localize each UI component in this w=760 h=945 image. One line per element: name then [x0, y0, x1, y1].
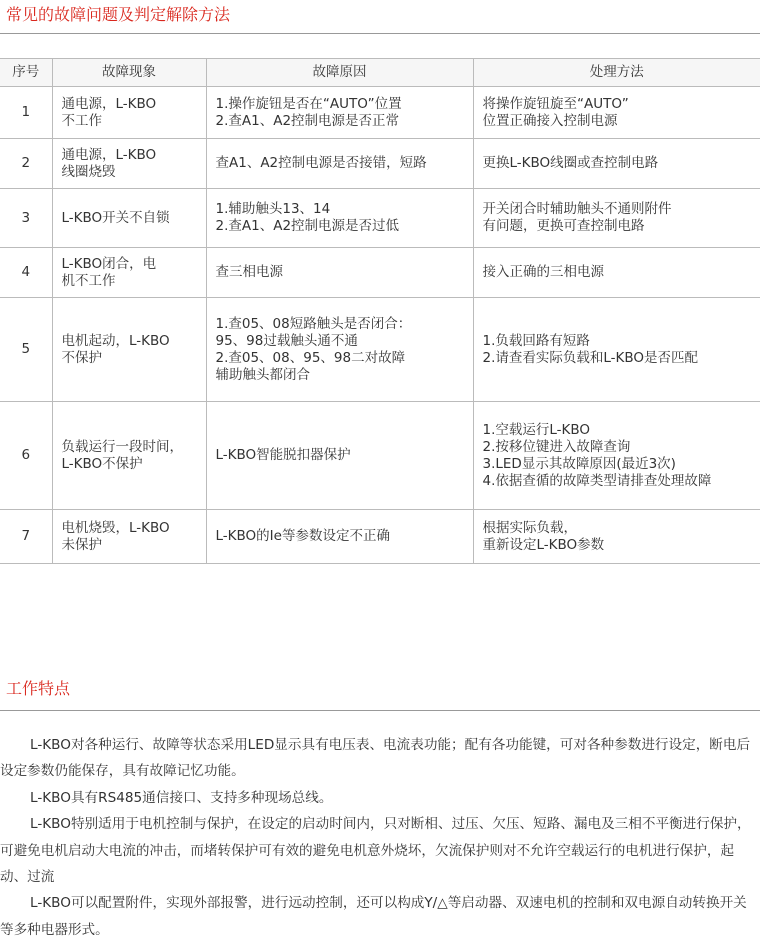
row-number: 1 [0, 87, 52, 139]
symptom-line: 通电源，L-KBO [61, 146, 157, 163]
solution-cell [473, 189, 760, 248]
solution-cell [473, 510, 760, 564]
symptom-line: 负载运行一段时间， [61, 438, 183, 455]
symptom-cell [52, 402, 206, 510]
feature-paragraph-3: L-KBO特别适用于电机控制与保护，在设定的启动时间内，只对断相、过压、欠压、短路、漏电及三相不平衡进行保护，可避免电机启动大电流的冲击，而堵转保护可有效的避免电机意外烧坏，欠流保护则对不允许空载运行的电机进行保护，起动、过流 [0, 816, 751, 886]
feature-paragraph-4: L-KBO可以配置附件，实现外部报警，进行远动控制，还可以构成Y/△等启动器、双速电机的控制和双电源自动转换开关等多种电器形式。 [0, 895, 747, 938]
fault-table-body [0, 87, 760, 564]
cause-cell [206, 402, 473, 510]
solution-line: 重新设定L-KBO参数 [482, 536, 605, 553]
symptom-line: 电机烧毁，L-KBO [61, 519, 170, 536]
solution-cell [473, 298, 760, 402]
solution-line: 将操作旋钮旋至“AUTO” [482, 95, 629, 112]
feature-paragraph-2: L-KBO具有RS485通信接口、支持多种现场总线。 [30, 789, 333, 806]
cause-line: 查三相电源 [215, 264, 283, 280]
fault-table-row [0, 139, 760, 189]
fault-table-row [0, 298, 760, 402]
feature-paragraph-1: L-KBO对各种运行、故障等状态采用LED显示具有电压表、电流表功能；配有各功能键，可对各种参数进行设定，断电后设定参数仍能保存，具有故障记忆功能。 [0, 737, 751, 780]
symptom-cell [52, 298, 206, 402]
fault-section-divider [0, 33, 760, 34]
cause-line: 2.查05、08、95、98二对故障 [215, 349, 406, 366]
cause-line: 查A1、A2控制电源是否接错，短路 [215, 155, 427, 171]
cause-cell [206, 298, 473, 402]
solution-line: 1.空载运行L-KBO [482, 421, 591, 438]
solution-cell [473, 402, 760, 510]
symptom-cell [52, 139, 206, 189]
header-solution: 处理方法 [473, 59, 760, 87]
fault-table-row [0, 510, 760, 564]
symptom-line: 机不工作 [61, 272, 116, 289]
solution-line: 有问题，更换可查控制电路 [482, 218, 645, 234]
fault-table-header-row [0, 59, 760, 87]
cause-cell [206, 510, 473, 564]
symptom-line: L-KBO不保护 [61, 455, 143, 472]
row-number: 3 [0, 189, 52, 248]
solution-line: 2.请查看实际负载和L-KBO是否匹配 [482, 349, 699, 366]
cause-line: 95、98过载触头通不通 [215, 332, 358, 349]
fault-table [0, 58, 760, 564]
header-cause: 故障原因 [206, 59, 473, 87]
cause-cell [206, 189, 473, 248]
symptom-cell [52, 189, 206, 248]
cause-line: 2.查A1、A2控制电源是否过低 [215, 218, 400, 234]
symptom-line: 通电源，L-KBO [61, 95, 157, 112]
symptom-line: 未保护 [61, 536, 102, 553]
cause-line: 1.辅助触头13、14 [215, 201, 331, 217]
header-symptom: 故障现象 [52, 59, 206, 87]
solution-cell [473, 87, 760, 139]
solution-cell [473, 248, 760, 298]
solution-line: 开关闭合时辅助触头不通则附件 [482, 201, 672, 217]
solution-line: 2.按移位键进入故障查询 [482, 438, 631, 455]
fault-table-row [0, 87, 760, 139]
solution-cell [473, 139, 760, 189]
row-number: 2 [0, 139, 52, 189]
features-section-divider [0, 710, 760, 711]
symptom-line: L-KBO闭合，电 [61, 255, 157, 272]
symptom-cell [52, 510, 206, 564]
cause-line: 1.操作旋钮是否在“AUTO”位置 [215, 95, 402, 112]
fault-section-title: 常见的故障问题及判定解除方法 [6, 5, 231, 24]
cause-cell [206, 248, 473, 298]
cause-line: 辅助触头都闭合 [215, 366, 310, 383]
solution-line: 1.负载回路有短路 [482, 332, 590, 349]
symptom-cell [52, 248, 206, 298]
symptom-line: 不工作 [61, 112, 102, 129]
symptom-line: 不保护 [61, 349, 102, 366]
solution-line: 根据实际负载， [482, 519, 577, 536]
features-section-title: 工作特点 [6, 679, 71, 698]
symptom-line: L-KBO开关不自锁 [61, 209, 170, 226]
solution-line: 3.LED显示其故障原因(最近3次) [482, 455, 676, 472]
symptom-cell [52, 87, 206, 139]
solution-line: 4.依据查循的故障类型请排查处理故障 [482, 472, 712, 489]
cause-cell [206, 87, 473, 139]
fault-table-row [0, 402, 760, 510]
fault-table-row [0, 248, 760, 298]
cause-cell [206, 139, 473, 189]
cause-line: L-KBO的Ie等参数设定不正确 [215, 528, 390, 544]
solution-line: 位置正确接入控制电源 [482, 112, 618, 129]
features-body [0, 732, 760, 943]
cause-line: 2.查A1、A2控制电源是否正常 [215, 112, 400, 129]
row-number: 4 [0, 248, 52, 298]
symptom-line: 线圈烧毁 [61, 163, 116, 180]
row-number: 5 [0, 298, 52, 402]
solution-line: 更换L-KBO线圈或查控制电路 [482, 155, 659, 171]
cause-line: L-KBO智能脱扣器保护 [215, 447, 351, 463]
cause-line: 1.查05、08短路触头是否闭合： [215, 315, 412, 332]
fault-table-row [0, 189, 760, 248]
symptom-line: 电机起动，L-KBO [61, 332, 170, 349]
header-no: 序号 [0, 59, 52, 87]
row-number: 6 [0, 402, 52, 510]
solution-line: 接入正确的三相电源 [482, 264, 604, 280]
row-number: 7 [0, 510, 52, 564]
